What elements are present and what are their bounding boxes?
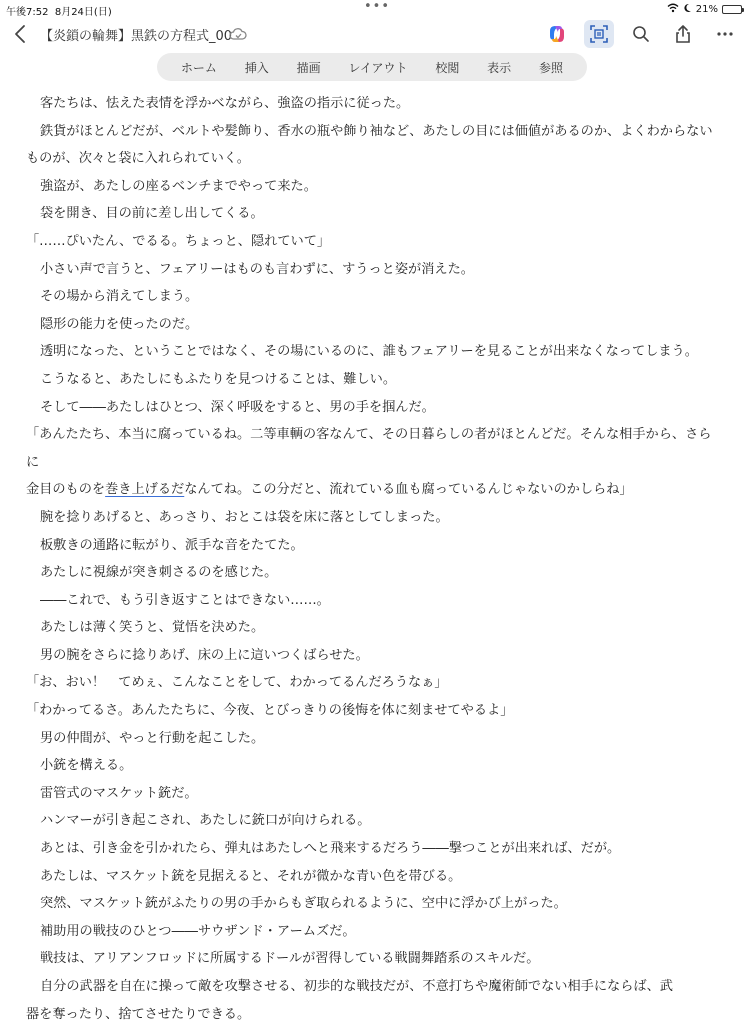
paragraph: あたしは、マスケット銃を見据えると、それが微かな青い色を帯びる。	[40, 868, 462, 884]
paragraph: あたしは薄く笑うと、覚悟を決めた。	[40, 620, 265, 636]
more-button[interactable]	[710, 20, 740, 48]
dialogue-continuation-text: 金目のものを巻き上げるだなんてね。この分だと、流れている血も腐っているんじゃないのかしらね」	[26, 482, 633, 498]
ellipsis-icon	[716, 31, 734, 37]
tab-view[interactable]: 表示	[487, 60, 512, 75]
tab-review[interactable]: 校閲	[435, 60, 460, 75]
dialogue-continuation	[0, 476, 750, 504]
tab-references[interactable]: 参照	[539, 60, 564, 75]
paragraph: ハンマーが引き起こされ、あたしに銃口が向けられる。	[40, 813, 371, 829]
dialogue-line: 「お、おい！ てめぇ、こんなことをして、わかってるんだろうなぁ」	[26, 675, 448, 691]
paragraph: 透明になった、ということではなく、その場にいるのに、誰もフェアリーを見ることが出来なくなってしまう。	[40, 344, 698, 360]
paragraph-continuation: 器を奪ったり、捨てさせたりできる。	[26, 1006, 251, 1022]
status-bar	[0, 0, 750, 18]
status-time: 午後7:52 8月24日(日)	[6, 7, 112, 18]
paragraph: 板敷きの通路に転がり、派手な音をたてた。	[40, 537, 304, 553]
dialogue-line: 「あんたたち、本当に腐っているね。二等車輌の客なんて、その日暮らしの者がほとんどだ。そんな相手から、さらに	[26, 427, 712, 470]
paragraph: 袋を開き、目の前に差し出してくる。	[40, 206, 264, 222]
paragraph: 腕を捻りあげると、あっさり、おとこは袋を床に落としてしまった。	[40, 509, 449, 525]
paragraph: 強盗が、あたしの座るベンチまでやって来た。	[40, 178, 317, 194]
share-button[interactable]	[668, 20, 698, 48]
paragraph: こうなると、あたしにもふたりを見つけることは、難しい。	[40, 371, 397, 387]
chevron-left-icon	[14, 24, 26, 44]
paragraph: 男の仲間が、やっと行動を起こした。	[40, 730, 265, 746]
paragraph: 雷管式のマスケット銃だ。	[40, 785, 198, 801]
paragraph: 補助用の戦技のひとつ――サウザンド・アームズだ。	[40, 923, 356, 939]
status-right	[667, 3, 742, 16]
paragraph: その場から消えてしまう。	[40, 289, 199, 305]
paragraph: 突然、マスケット銃がふたりの男の手からもぎ取られるように、空中に浮かび上がった。	[40, 896, 567, 912]
paragraph: 自分の武器を自在に操って敵を攻撃させる、初歩的な戦技だが、不意打ちや魔術師でない相手にならば、武	[40, 979, 673, 994]
paragraph: 小銃を構える。	[40, 758, 133, 774]
paragraph: 鉄貨がほとんどだが、ベルトや髪飾り、香水の瓶や飾り袖など、あたしの目には価値があるのか、よくわからない	[40, 123, 713, 139]
paragraph: あとは、引き金を引かれたら、弾丸はあたしへと飛来するだろう――撃つことが出来れば、だが。	[40, 841, 621, 857]
toolbar-right	[542, 20, 740, 48]
moon-icon	[683, 3, 692, 16]
tab-draw[interactable]: 描画	[296, 60, 321, 75]
immersive-reader-button[interactable]	[584, 20, 614, 48]
paragraph: 客たちは、怯えた表情を浮かべながら、強盗の指示に従った。	[40, 96, 410, 111]
dialogue-line: 「……ぴいたん、でるる。ちょっと、隠れていて」	[26, 233, 331, 249]
wifi-icon	[667, 3, 679, 16]
proofing-underline[interactable]: 巻き上げるだ	[105, 482, 185, 498]
paragraph: 小さい声で言うと、フェアリーはものも言わずに、すうっと姿が消えた。	[40, 261, 474, 277]
share-icon	[674, 24, 692, 44]
tab-home[interactable]: ホーム	[180, 60, 217, 75]
cloud-sync-icon[interactable]	[229, 26, 247, 45]
tab-layout[interactable]: レイアウト	[348, 60, 408, 75]
document-title[interactable]: 【炎鎖の輪舞】黒鉄の方程式_00	[40, 29, 233, 44]
copilot-icon	[546, 23, 568, 45]
paragraph: 戦技は、アリアンフロッドに所属するドールが習得している戦闘舞踏系のスキルだ。	[40, 951, 540, 967]
paragraph: そして――あたしはひとつ、深く呼吸をすると、男の手を掴んだ。	[40, 399, 435, 415]
reader-icon	[589, 24, 609, 44]
multitasking-dots-icon[interactable]: •••	[364, 0, 391, 14]
search-icon	[632, 25, 650, 43]
title-bar	[0, 18, 750, 50]
paragraph: あたしに視線が突き刺さるのを感じた。	[40, 565, 278, 581]
copilot-button[interactable]	[542, 20, 572, 48]
battery-percent: 21%	[695, 4, 718, 15]
paragraph: 隠形の能力を使ったのだ。	[40, 316, 199, 332]
paragraph: ――これで、もう引き返すことはできない……。	[40, 592, 330, 608]
back-button[interactable]	[10, 22, 30, 46]
battery-icon	[722, 5, 742, 14]
search-button[interactable]	[626, 20, 656, 48]
tab-insert[interactable]: 挿入	[244, 60, 269, 75]
paragraph-continuation: ものが、次々と袋に入れられていく。	[26, 151, 250, 167]
dialogue-line: 「わかってるさ。あんたたちに、今夜、とびっきりの後悔を体に刻ませてやるよ」	[26, 703, 514, 719]
ribbon-tabs	[157, 53, 587, 81]
document-body[interactable]	[0, 90, 750, 1022]
paragraph: 男の腕をさらに捻りあげ、床の上に這いつくばらせた。	[40, 647, 369, 663]
